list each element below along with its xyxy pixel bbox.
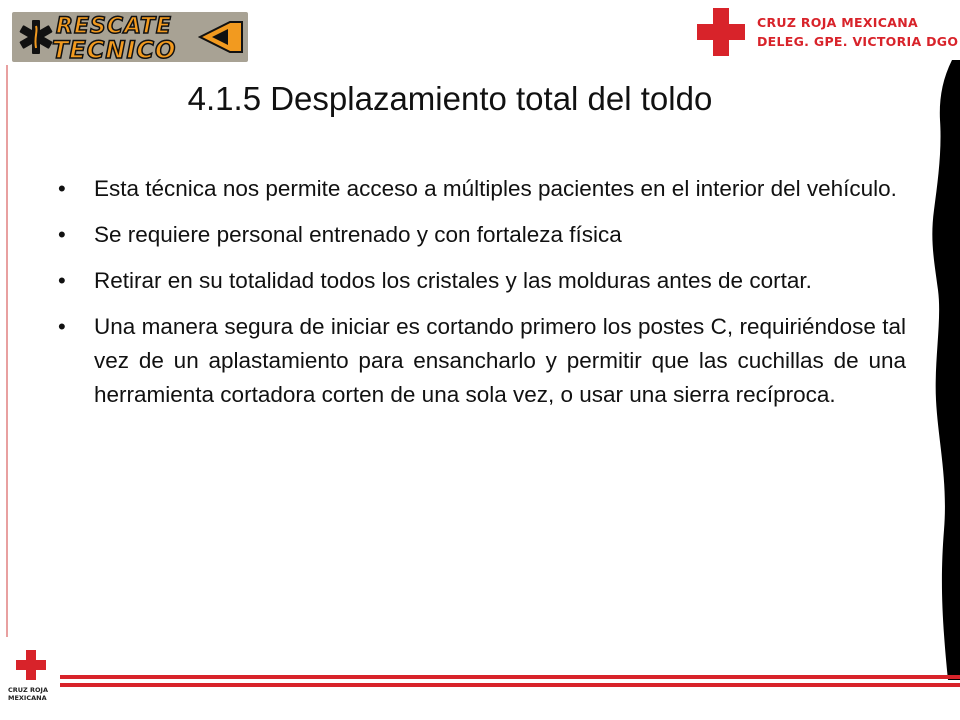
bullet-text: Retirar en su totalidad todos los cristales y las molduras antes de cortar. [94, 268, 812, 293]
cruz-roja-header-logo [697, 6, 959, 56]
star-of-life-icon [18, 18, 54, 56]
bullet-text: Una manera segura de iniciar es cortando primero los postes C, requiriéndose tal vez de un aplastamiento para ensancharlo y permitir que las cuchillas de una herramienta cortadora corten de una sola vez, o usar una sierra recíproca. [94, 314, 906, 407]
bullet-dot: • [58, 222, 66, 247]
bullet-text: Se requiere personal entrenado y con fortaleza física [94, 222, 622, 247]
bullet-item [58, 218, 906, 252]
bullet-item [58, 310, 906, 412]
footer-logo-text [8, 686, 58, 702]
slide-title: 4.1.5 Desplazamiento total del toldo [187, 80, 713, 117]
footer-logo-line2: MEXICANA [8, 694, 47, 702]
bullet-item [58, 172, 906, 206]
logo-word-tecnico: TECNICO [52, 36, 177, 64]
footer-logo-line1: CRUZ ROJA [8, 686, 49, 694]
footer-line-bottom [60, 683, 960, 687]
bullet-item [58, 264, 906, 298]
arrow-icon [198, 20, 244, 54]
bullet-dot: • [58, 268, 66, 293]
cruz-roja-name: CRUZ ROJA MEXICANA [757, 15, 918, 30]
red-cross-icon [16, 650, 46, 680]
silhouette-decoration [912, 60, 960, 680]
bullet-dot: • [58, 314, 66, 339]
footer-rule [60, 675, 960, 689]
red-cross-icon [697, 8, 745, 56]
left-divider [6, 65, 8, 637]
footer-cruz-roja-logo [8, 650, 56, 718]
bullet-text: Esta técnica nos permite acceso a múltiples pacientes en el interior del vehículo. [94, 176, 897, 201]
bullet-dot: • [58, 176, 66, 201]
logo-word-rescate: RESCATE [56, 14, 172, 39]
rescate-tecnico-logo [12, 12, 248, 62]
bullet-list [58, 172, 906, 424]
footer-line-top [60, 675, 960, 679]
cruz-roja-delegation: DELEG. GPE. VICTORIA DGO [757, 34, 959, 49]
